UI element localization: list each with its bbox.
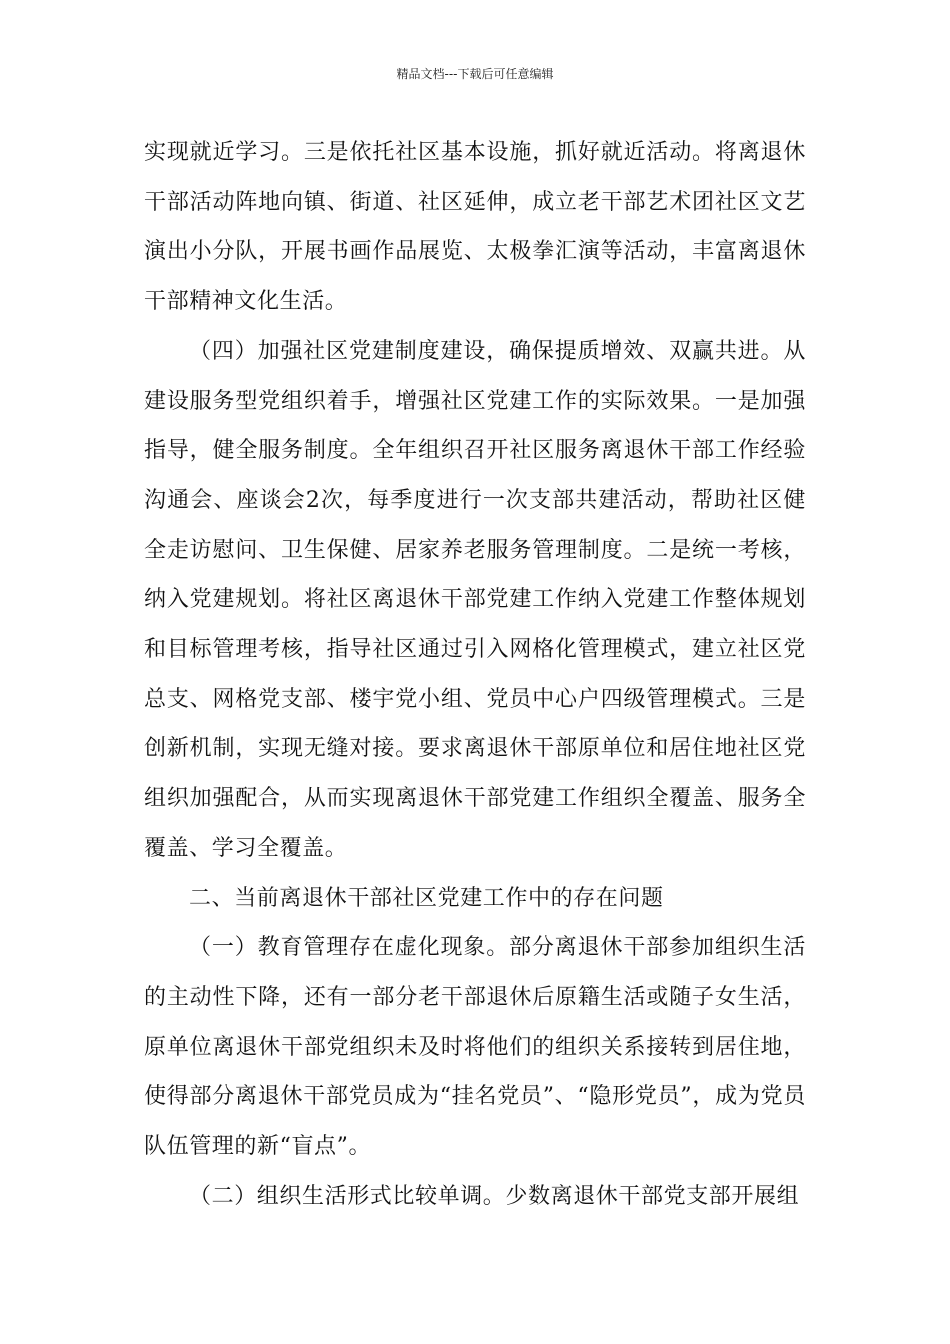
- paragraph-problem-two: （二）组织生活形式比较单调。少数离退休干部党支部开展组: [189, 1183, 800, 1209]
- paragraph-section-four: （四）加强社区党建制度建设，确保提质增效、双赢共进。从建设服务型党组织着手，增强社区党建工作的实际效果。一是加强指导，健全服务制度。全年组织召开社区服务离退休干部工作经验沟通会、座谈会2次，每季度进行一次支部共建活动，帮助社区健全走访慰问、卫生保健、居家养老服务管理制度。二是统一考核，纳入党建规划。将社区离退休干部党建工作纳入党建工作整体规划和目标管理考核，指导社区通过引入网格化管理模式，建立社区党总支、网格党支部、楼宇党小组、党员中心户四级管理模式。三是创新机制，实现无缝对接。要求离退休干部原单位和居住地社区党组织加强配合，从而实现离退休干部党建工作组织全覆盖、服务全覆盖、学习全覆盖。: [144, 338, 806, 861]
- paragraph-problem-one: （一）教育管理存在虚化现象。部分离退休干部参加组织生活的主动性下降，还有一部分老干部退休后原籍生活或随子女生活，原单位离退休干部党组织未及时将他们的组织关系接转到居住地，使得部分离退休干部党员成为“挂名党员”、“隐形党员”，成为党员队伍管理的新“盲点”。: [144, 935, 806, 1160]
- section-heading-problems: 二、当前离退休干部社区党建工作中的存在问题: [189, 885, 664, 911]
- page-header: 精品文档---下载后可任意编辑: [396, 67, 554, 81]
- paragraph-continuation: 实现就近学习。三是依托社区基本设施，抓好就近活动。将离退休干部活动阵地向镇、街道、社区延伸，成立老干部艺术团社区文艺演出小分队，开展书画作品展览、太极拳汇演等活动，丰富离退休干部精神文化生活。: [144, 140, 806, 315]
- document-body: [144, 128, 806, 1221]
